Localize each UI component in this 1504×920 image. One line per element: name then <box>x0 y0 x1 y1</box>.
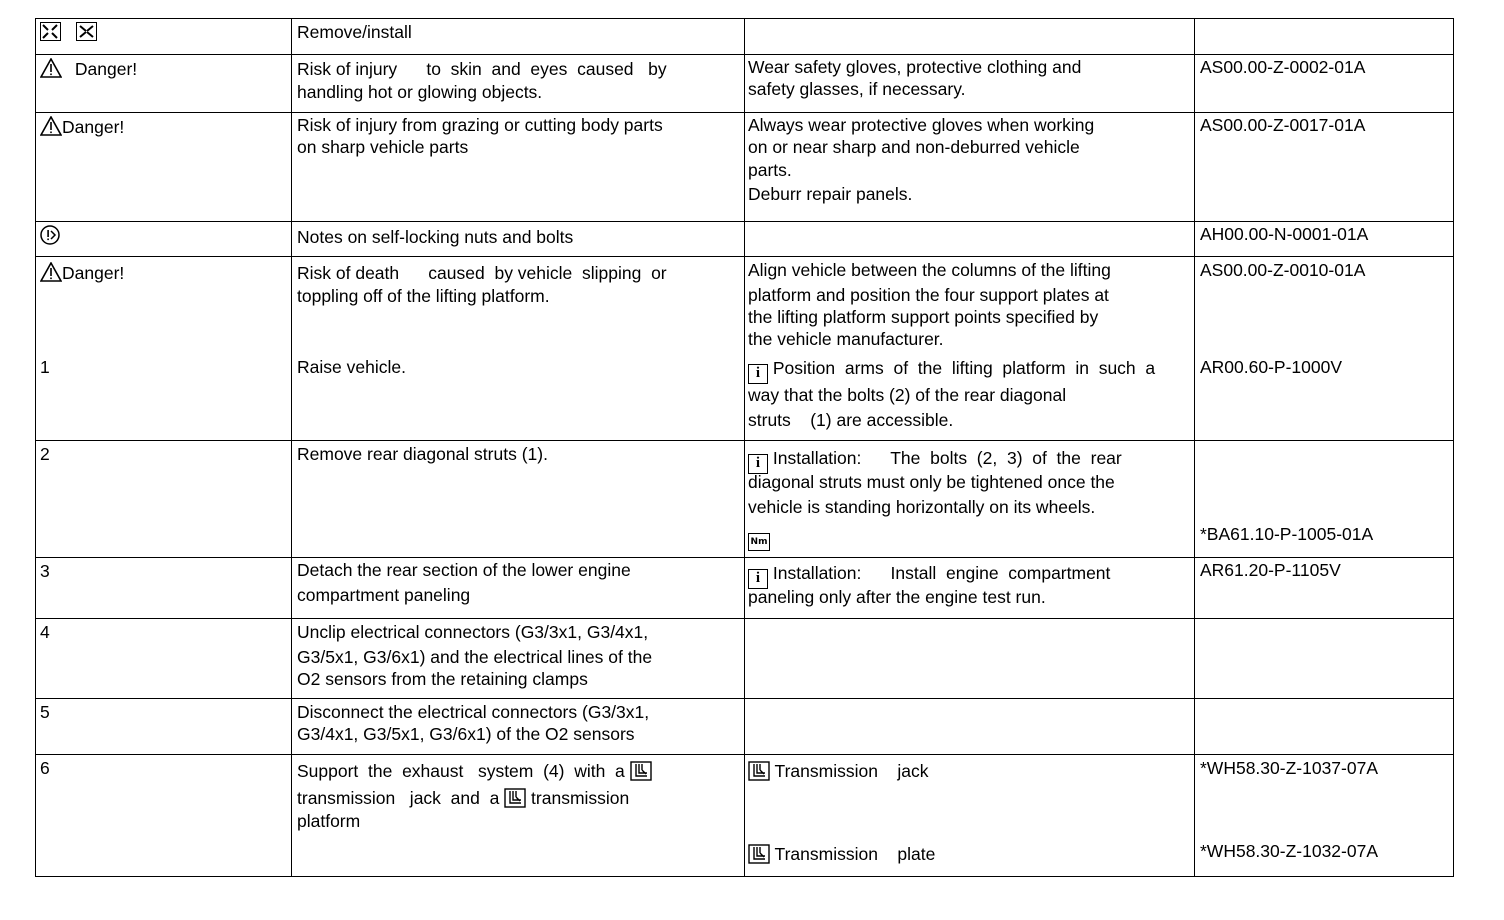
note-text: Always wear protective gloves when working <box>748 115 1095 135</box>
note-text: Installation: The bolts (2, 3) of the rear <box>768 448 1122 468</box>
reference-code: AR00.60-P-1000V <box>1200 357 1343 377</box>
reference-code: *BA61.10-P-1005-01A <box>1200 524 1374 544</box>
info-icon: i <box>748 454 768 474</box>
table-row-step-2 <box>36 441 1454 558</box>
procedure-table <box>35 18 1454 877</box>
table-row-step-3 <box>36 558 1454 619</box>
note-text: way that the bolts (2) of the rear diagonal <box>748 385 1067 405</box>
note-circle-icon <box>40 225 60 245</box>
action-text: Risk of injury from grazing or cutting body parts <box>297 115 663 135</box>
step-action: Unclip electrical connectors (G3/3x1, G3/4x1, <box>297 622 649 642</box>
note-text: Wear safety gloves, protective clothing and <box>748 57 1082 77</box>
table-row-step-1 <box>36 257 1454 441</box>
step-action: Support the exhaust system (4) with a <box>297 761 630 781</box>
note-text: the vehicle manufacturer. <box>748 329 944 349</box>
danger-label: Danger! <box>62 117 125 137</box>
work-instruction-sheet <box>35 18 1453 877</box>
table-row-danger-sharp-parts <box>36 113 1454 222</box>
tool-icon <box>504 788 526 808</box>
info-icon: i <box>748 364 768 384</box>
step-number: 4 <box>40 622 50 642</box>
step-action: compartment paneling <box>297 585 471 605</box>
note-text: on or near sharp and non-deburred vehicle <box>748 137 1080 157</box>
step-number: 5 <box>40 702 50 722</box>
step-number: 2 <box>40 444 50 464</box>
action-text: Risk of injury to skin and eyes caused by <box>297 59 667 79</box>
action-text: Notes on self-locking nuts and bolts <box>297 227 574 247</box>
warning-triangle-icon <box>40 262 62 282</box>
step-number: 6 <box>40 758 50 778</box>
action-text: on sharp vehicle parts <box>297 137 469 157</box>
action-text: Risk of death caused by vehicle slipping or <box>297 263 667 283</box>
note-text: struts (1) are accessible. <box>748 410 954 430</box>
note-text: Position arms of the lifting platform in such a <box>768 358 1156 378</box>
table-row-danger-hot-objects <box>36 55 1454 113</box>
remove-install-icon <box>40 22 102 42</box>
step-action: O2 sensors from the retaining clamps <box>297 669 588 689</box>
action-text: handling hot or glowing objects. <box>297 82 543 102</box>
remove-install-label: Remove/install <box>297 22 412 42</box>
step-action: G3/5x1, G3/6x1) and the electrical lines of the <box>297 647 653 667</box>
danger-label: Danger! <box>74 59 138 79</box>
reference-code: AS00.00-Z-0017-01A <box>1200 115 1366 135</box>
note-text: the lifting platform support points specified by <box>748 307 1099 327</box>
step-number: 3 <box>40 561 50 581</box>
warning-triangle-icon <box>40 116 62 136</box>
note-text: safety glasses, if necessary. <box>748 79 966 99</box>
table-row-step-6 <box>36 755 1454 877</box>
note-text: diagonal struts must only be tightened once the <box>748 472 1115 492</box>
step-action: Detach the rear section of the lower engine <box>297 560 631 580</box>
table-row-step-5 <box>36 699 1454 755</box>
info-icon: i <box>748 569 768 589</box>
step-action: transmission <box>526 788 630 808</box>
tool-icon <box>748 844 770 864</box>
tool-name: Transmission plate <box>770 844 936 864</box>
tool-icon <box>748 761 770 781</box>
note-text: paneling only after the engine test run. <box>748 587 1046 607</box>
note-text: platform and position the four support plates at <box>748 285 1109 305</box>
note-text: Deburr repair panels. <box>748 184 913 204</box>
tool-icon <box>630 761 652 781</box>
table-row-step-4 <box>36 619 1454 699</box>
step-action: Remove rear diagonal struts (1). <box>297 444 548 464</box>
table-row-remove-install <box>36 19 1454 55</box>
step-action: G3/4x1, G3/5x1, G3/6x1) of the O2 sensors <box>297 724 635 744</box>
step-action: Disconnect the electrical connectors (G3/3x1, <box>297 702 650 722</box>
step-number: 1 <box>40 357 50 377</box>
note-text: Align vehicle between the columns of the lifting <box>748 260 1111 280</box>
reference-code: *WH58.30-Z-1037-07A <box>1200 758 1378 778</box>
step-action: platform <box>297 811 361 831</box>
note-text: Installation: Install engine compartment <box>768 563 1111 583</box>
reference-code: *WH58.30-Z-1032-07A <box>1200 841 1378 861</box>
tool-name: Transmission jack <box>770 761 929 781</box>
note-text: parts. <box>748 160 792 180</box>
reference-code: AR61.20-P-1105V <box>1200 560 1341 580</box>
step-action: transmission jack and a <box>297 788 505 808</box>
warning-triangle-icon <box>40 58 62 78</box>
torque-nm-icon: Nm <box>748 533 770 551</box>
table-row-self-locking-notes <box>36 222 1454 257</box>
reference-code: AS00.00-Z-0010-01A <box>1200 260 1366 280</box>
step-action: Raise vehicle. <box>297 357 406 377</box>
reference-code: AS00.00-Z-0002-01A <box>1200 57 1366 77</box>
danger-label: Danger! <box>62 263 125 283</box>
action-text: toppling off of the lifting platform. <box>297 286 550 306</box>
note-text: vehicle is standing horizontally on its wheels. <box>748 497 1096 517</box>
reference-code: AH00.00-N-0001-01A <box>1200 224 1369 244</box>
